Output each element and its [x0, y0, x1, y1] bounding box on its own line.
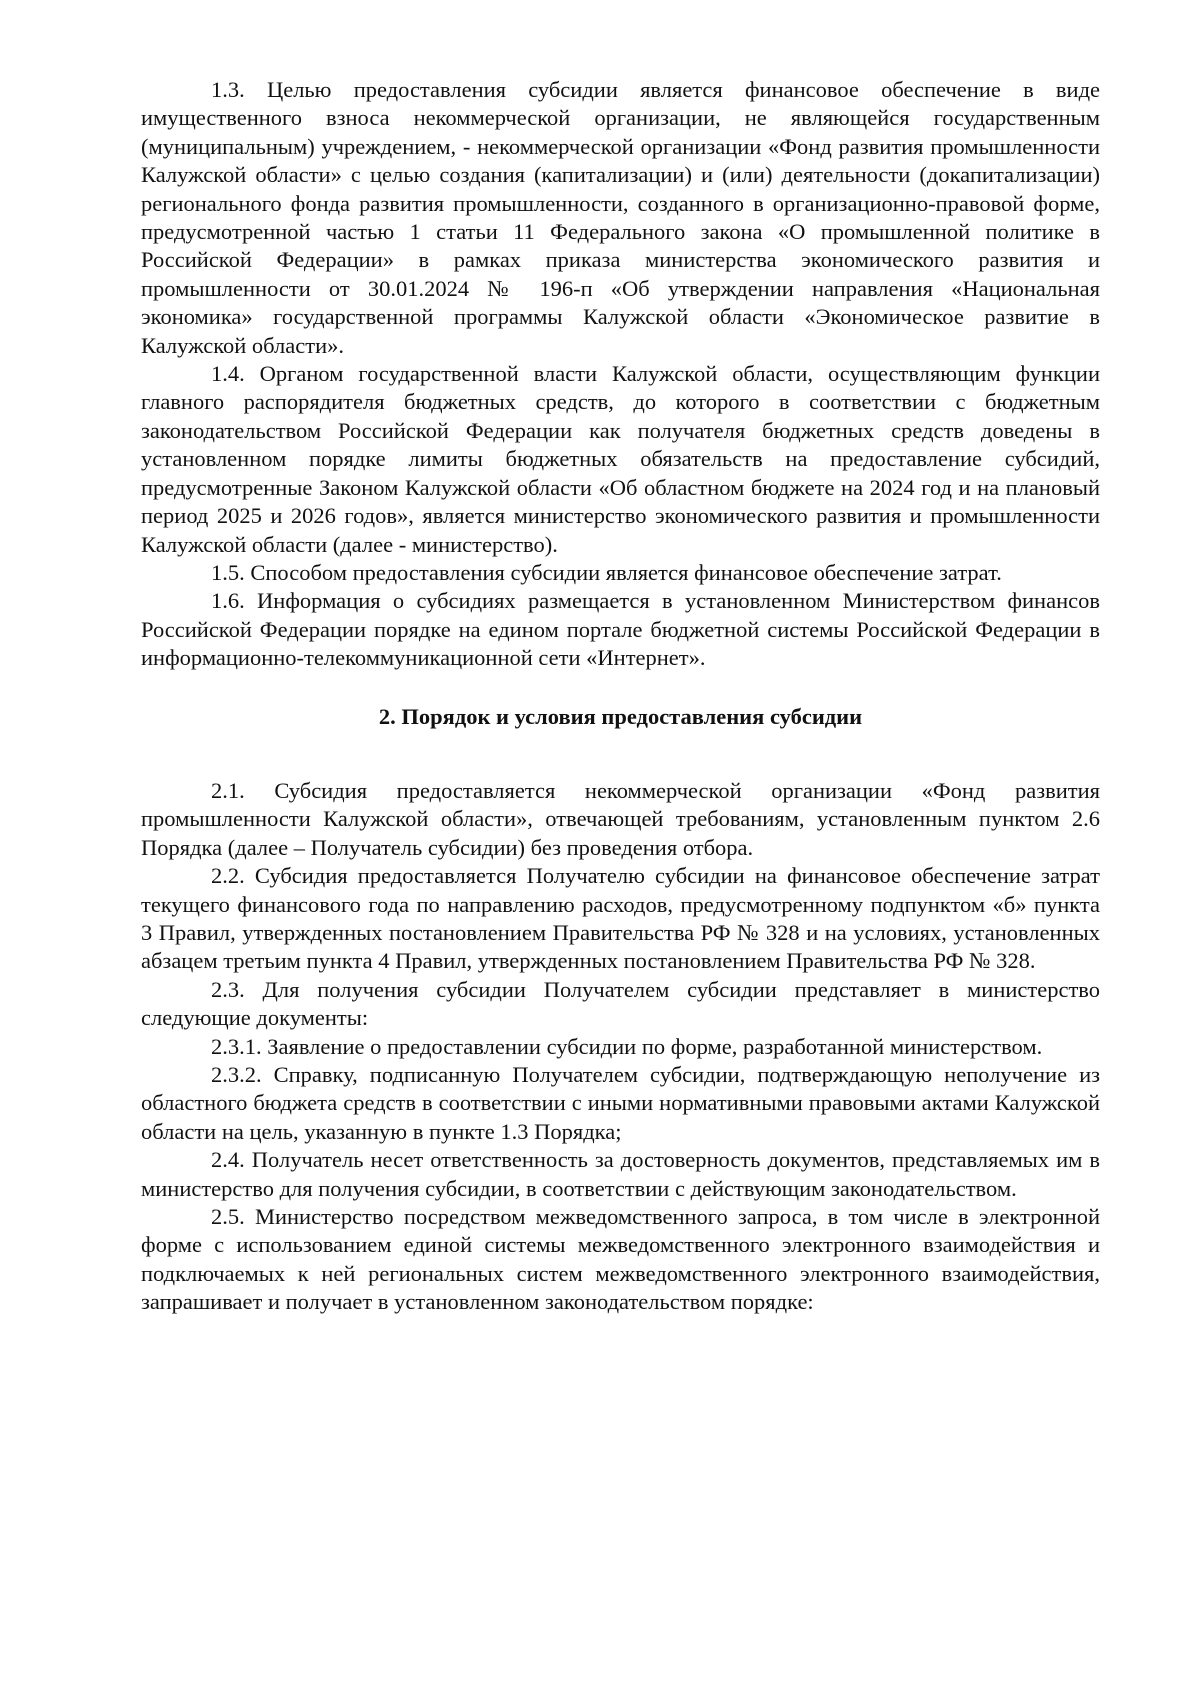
paragraph-1-3: 1.3. Целью предоставления субсидии является финансовое обеспечение в виде имущественного взноса некоммерческой организации, не являющейся государственным (муниципальным) учреждением, - некоммерческой организации «Фонд развития промышленности Калужской области» с целью создания (капитализации) и (или) деятельности (докапитализации) регионального фонда развития промышленности, созданного в организационно-правовой форме, предусмотренной частью 1 статьи 11 Федерального закона «О промышленной политике в Российской Федерации» в рамках приказа министерства экономического развития и промышленности от 30.01.2024 № 196-п «Об утверждении направления «Национальная экономика» государственной программы Калужской области «Экономическое развитие в Калужской области». — [141, 77, 1100, 358]
paragraph-2-5: 2.5. Министерство посредством межведомственного запроса, в том числе в электронной форме с использованием единой системы межведомственного электронного взаимодействия и подключаемых к ней региональных систем межведомственного электронного взаимодействия, запрашивает и получает в установленном законодательством порядке: — [141, 1204, 1100, 1315]
paragraph-2-3: 2.3. Для получения субсидии Получателем субсидии представляет в министерство следующие документы: — [141, 976, 1100, 1031]
paragraph-2-2: 2.2. Субсидия предоставляется Получателю субсидии на финансовое обеспечение затрат текущего финансового года по направлению расходов, предусмотренному подпунктом «б» пункта 3 Правил, утвержденных постановлением Правительства РФ № 328 и на условиях, установленных абзацем третьим пункта 4 Правил, утвержденных постановлением Правительства РФ № 328. — [141, 863, 1100, 974]
paragraph-2-3-2: 2.3.2. Справку, подписанную Получателем субсидии, подтверждающую неполучение из областного бюджета средств в соответствии с иными нормативными правовыми актами Калужской области на цель, указанную в пункте 1.3 Порядка; — [141, 1062, 1100, 1144]
paragraph-1-6: 1.6. Информация о субсидиях размещается в установленном Министерством финансов Российской Федерации порядке на едином портале бюджетной системы Российской Федерации в информационно-телекоммуникационной сети «Интернет». — [141, 588, 1100, 671]
paragraph-2-1: 2.1. Субсидия предоставляется некоммерческой организации «Фонд развития промышленности Калужской области», отвечающей требованиям, установленным пунктом 2.6 Порядка (далее – Получатель субсидии) без проведения отбора. — [141, 777, 1100, 860]
document-page — [141, 76, 1100, 1317]
paragraph-1-5: 1.5. Способом предоставления субсидии является финансовое обеспечение затрат. — [211, 559, 1002, 585]
section-2-heading: 2. Порядок и условия предоставления субсидии — [378, 703, 863, 729]
paragraph-2-4: 2.4. Получатель несет ответственность за достоверность документов, представляемых им в министерство для получения субсидии, в соответствии с действующим законодательством. — [141, 1147, 1100, 1201]
paragraph-1-4: 1.4. Органом государственной власти Калужской области, осуществляющим функции главного распорядителя бюджетных средств, до которого в соответствии с бюджетным законодательством Российской Федерации как получателя бюджетных средств доведены в установленном порядке лимиты бюджетных обязательств на предоставление субсидий, предусмотренные Законом Калужской области «Об областном бюджете на 2024 год и на плановый период 2025 и 2026 годов», является министерство экономического развития и промышленности Калужской области (далее - министерство). — [141, 361, 1100, 557]
paragraph-2-3-1: 2.3.1. Заявление о предоставлении субсидии по форме, разработанной министерством. — [211, 1033, 1043, 1059]
